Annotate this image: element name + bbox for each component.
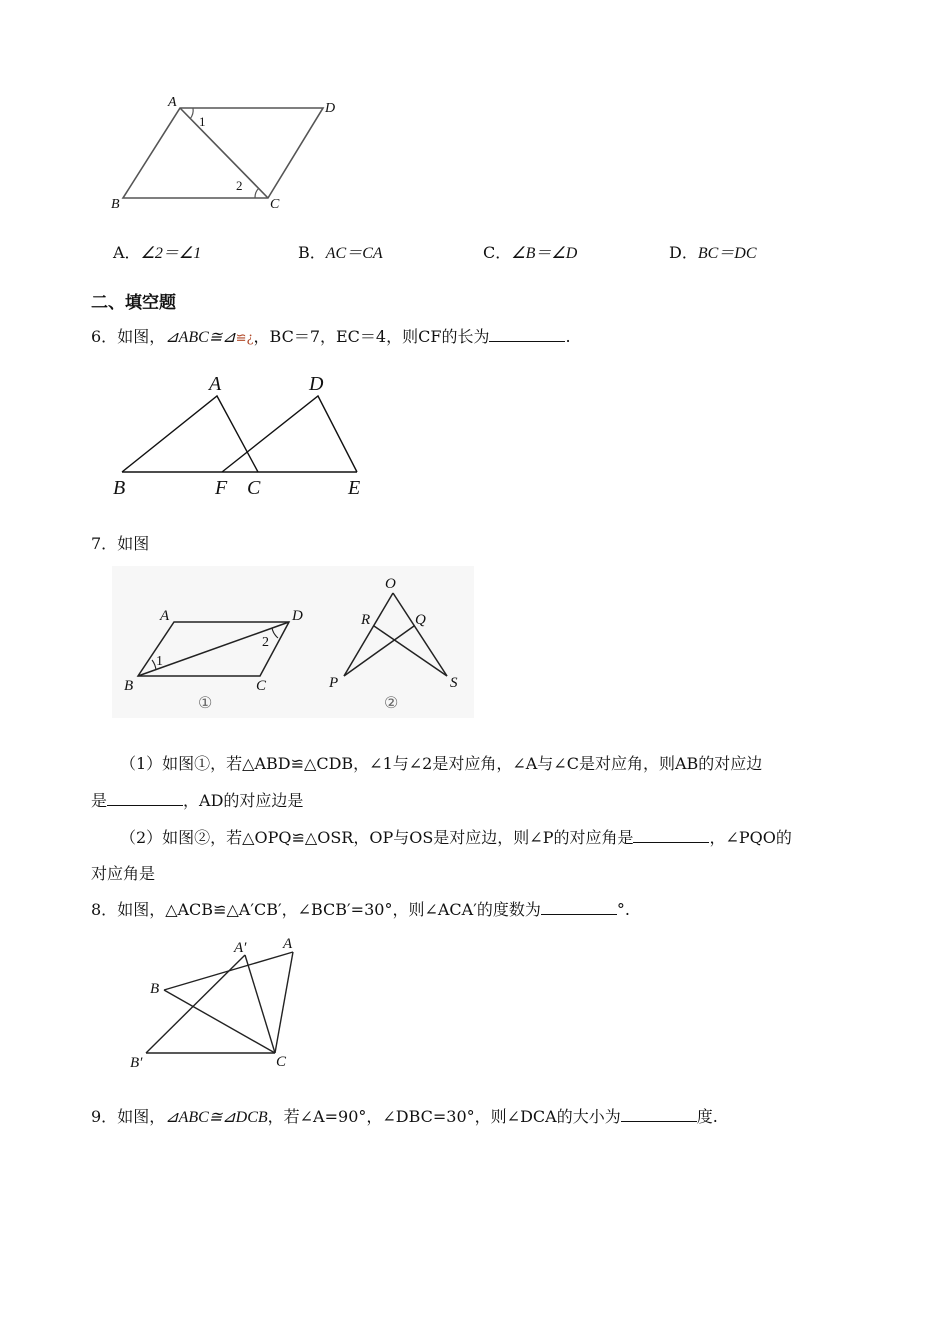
q5-option-c[interactable]: C．∠B＝∠D — [483, 243, 578, 262]
q8-line-ac — [275, 952, 293, 1053]
q6-label-f: F — [215, 477, 228, 499]
q6-triangle-def — [222, 396, 357, 472]
q7-fig2-label-r: R — [361, 612, 371, 628]
q7-fig2-label-o: O — [385, 576, 396, 592]
q7-text: 7．如图 — [91, 534, 150, 553]
q8-figure — [120, 930, 320, 1075]
q5-option-d[interactable]: D．BC＝DC — [669, 243, 757, 262]
q7-fig1-label-c: C — [256, 678, 267, 694]
q7-part2-line2: 对应角是 — [91, 864, 156, 883]
q5-figure — [105, 92, 355, 217]
q5-angle2-arc — [255, 188, 259, 198]
section-heading: 二、填空题 — [91, 293, 176, 313]
q9-answer-blank[interactable] — [621, 1107, 697, 1122]
q7-fig2-label-s: S — [450, 675, 458, 691]
q5-label-1: 1 — [199, 114, 206, 129]
q7-fig1-label-2: 2 — [262, 635, 269, 650]
q6-figure — [105, 368, 375, 503]
q8-label-a: A — [283, 936, 293, 952]
q6-triangle-abc — [122, 396, 258, 472]
q5-option-a[interactable]: A．∠2＝∠1 — [113, 243, 202, 262]
q7-fig1-label-d: D — [292, 608, 303, 624]
q6-label-a: A — [209, 373, 222, 395]
q6-text: 6．如图，⊿ABC≅⊿≌¿，BC＝7，EC＝4，则CF的长为 . — [91, 327, 571, 346]
q9-number: 9． — [91, 1107, 118, 1126]
q7-fig1-label-1: 1 — [156, 654, 163, 669]
q5-label-a: A — [168, 95, 177, 110]
q8-line-b1a1 — [146, 955, 245, 1053]
q5-label-b: B — [111, 197, 120, 212]
q7-fig2-label-p: P — [329, 675, 339, 691]
q7-part1-line2: 是 ，AD的对应边是 — [91, 791, 304, 810]
q7-fig2-caption: ② — [384, 695, 399, 712]
q7-fig1-label-a: A — [160, 608, 170, 624]
q7-fig1-caption: ① — [198, 695, 213, 712]
q5-label-2: 2 — [236, 178, 243, 193]
q5-label-d: D — [325, 101, 336, 116]
q5-option-b[interactable]: B．AC＝CA — [298, 243, 383, 262]
q7-fig1-label-b: B — [124, 678, 134, 694]
q5-label-c: C — [270, 197, 280, 212]
q8-answer-blank[interactable] — [541, 900, 617, 915]
q7-figures — [112, 566, 474, 718]
q6-answer-blank[interactable] — [489, 327, 565, 342]
q6-label-d: D — [309, 373, 324, 395]
q5-angle1-arc — [190, 108, 193, 119]
q9-text: 9．如图，⊿ABC≅⊿DCB，若∠A=90°，∠DBC=30°，则∠DCA的大小为 度. — [91, 1107, 718, 1126]
q7-number: 7． — [91, 534, 118, 553]
q7-fig2-label-q: Q — [415, 612, 426, 628]
q8-text: 8．如图，△ACB≌△A′CB′，∠BCB′=30°，则∠ACA′的度数为 °. — [91, 900, 630, 919]
q8-label-b: B — [150, 981, 160, 997]
q6-label-e: E — [348, 477, 361, 499]
q7-part2-line1: （2）如图②，若△OPQ≌△OSR，OP与OS是对应边，则∠P的对应角是 ，∠PQO的 — [120, 828, 792, 847]
q6-number: 6． — [91, 327, 118, 346]
q7-part1-line1: （1）如图①，若△ABD≌△CDB，∠1与∠2是对应角，∠A与∠C是对应角，则AB的对应边 — [120, 754, 763, 773]
q8-label-b-prime: B′ — [130, 1055, 143, 1071]
q7-part1-blank[interactable] — [107, 791, 183, 806]
q6-label-c: C — [247, 477, 261, 499]
q8-number: 8． — [91, 900, 118, 919]
q7-part2-blank[interactable] — [633, 828, 709, 843]
q8-label-a-prime: A′ — [234, 940, 247, 956]
q5-diagonal-ac — [180, 108, 268, 198]
q6-label-b: B — [113, 477, 126, 499]
q8-label-c: C — [276, 1054, 287, 1070]
